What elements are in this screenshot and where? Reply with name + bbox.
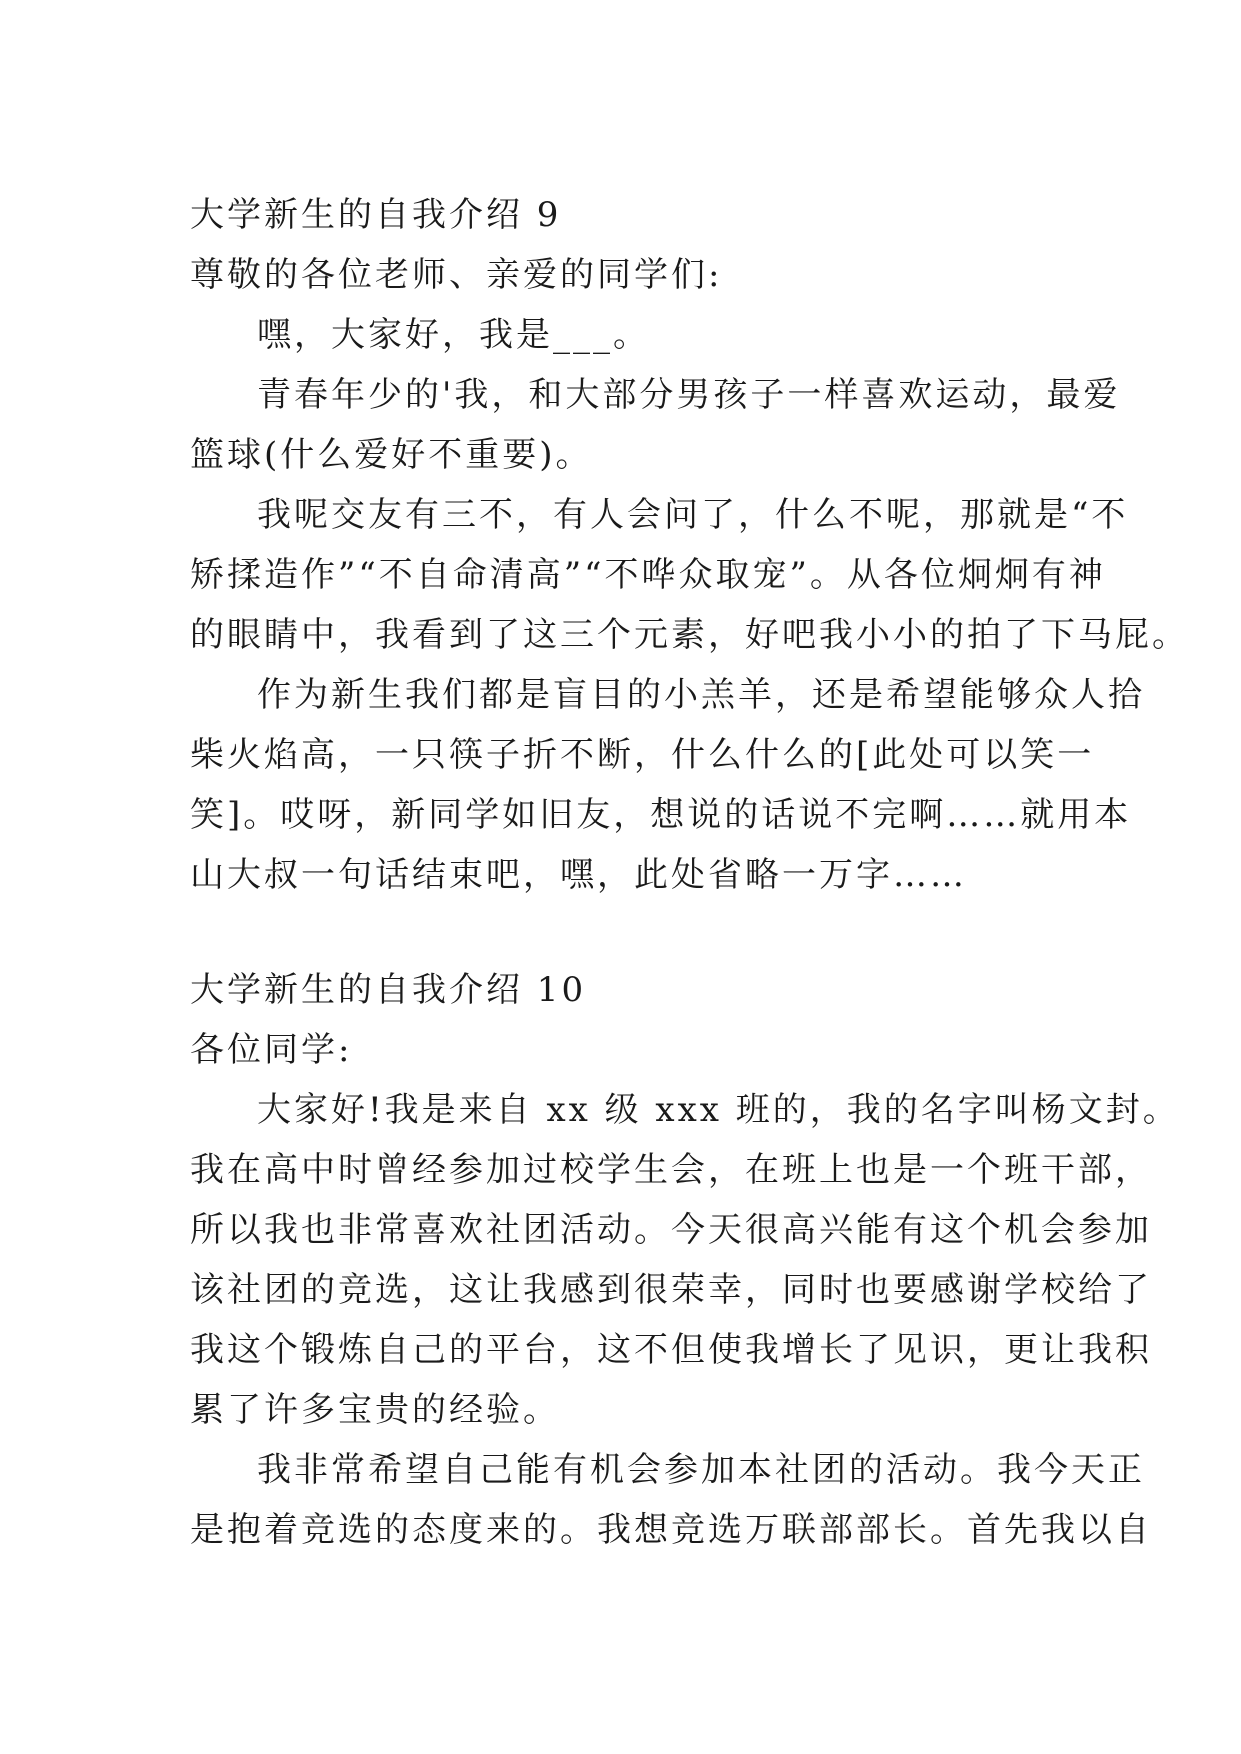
section-9-line-6: 的眼睛中，我看到了这三个元素，好吧我小小的拍了下马屁。 — [190, 615, 1189, 655]
section-9-line-3: 篮球(什么爱好不重要)。 — [190, 435, 593, 475]
section-10-line-8: 是抱着竞选的态度来的。我想竞选万联部部长。首先我以自 — [190, 1510, 1152, 1550]
section-10-salutation: 各位同学: — [190, 1030, 353, 1070]
section-10-line-2: 我在高中时曾经参加过校学生会，在班上也是一个班干部， — [190, 1150, 1152, 1190]
section-9-line-2: 青春年少的'我，和大部分男孩子一样喜欢运动，最爱 — [257, 375, 1121, 415]
section-10-line-3: 所以我也非常喜欢社团活动。今天很高兴能有这个机会参加 — [190, 1210, 1152, 1250]
section-10-line-7: 我非常希望自己能有机会参加本社团的活动。我今天正 — [257, 1450, 1145, 1490]
section-9-line-10: 山大叔一句话结束吧，嘿，此处省略一万字…… — [190, 855, 967, 895]
section-9-line-7: 作为新生我们都是盲目的小羔羊，还是希望能够众人拾 — [257, 675, 1145, 715]
section-9-line-1: 嘿，大家好，我是___。 — [257, 315, 650, 355]
section-9-line-9: 笑]。哎呀，新同学如旧友，想说的话说不完啊……就用本 — [190, 795, 1132, 835]
section-9-title: 大学新生的自我介绍 9 — [190, 195, 562, 235]
section-9-salutation: 尊敬的各位老师、亲爱的同学们: — [190, 255, 723, 295]
section-10-line-6: 累了许多宝贵的经验。 — [190, 1390, 560, 1430]
section-10-line-1: 大家好!我是来自 xx 级 xxx 班的，我的名字叫杨文封。 — [257, 1090, 1180, 1130]
section-10-line-4: 该社团的竞选，这让我感到很荣幸，同时也要感谢学校给了 — [190, 1270, 1152, 1310]
section-9-line-5: 矫揉造作”“不自命清高”“不哗众取宠”。从各位炯炯有神 — [190, 555, 1106, 595]
section-9-line-8: 柴火焰高，一只筷子折不断，什么什么的[此处可以笑一 — [190, 735, 1095, 775]
section-9-line-4: 我呢交友有三不，有人会问了，什么不呢，那就是“不 — [257, 495, 1129, 535]
section-10-title: 大学新生的自我介绍 10 — [190, 970, 587, 1010]
section-10-line-5: 我这个锻炼自己的平台，这不但使我增长了见识，更让我积 — [190, 1330, 1152, 1370]
